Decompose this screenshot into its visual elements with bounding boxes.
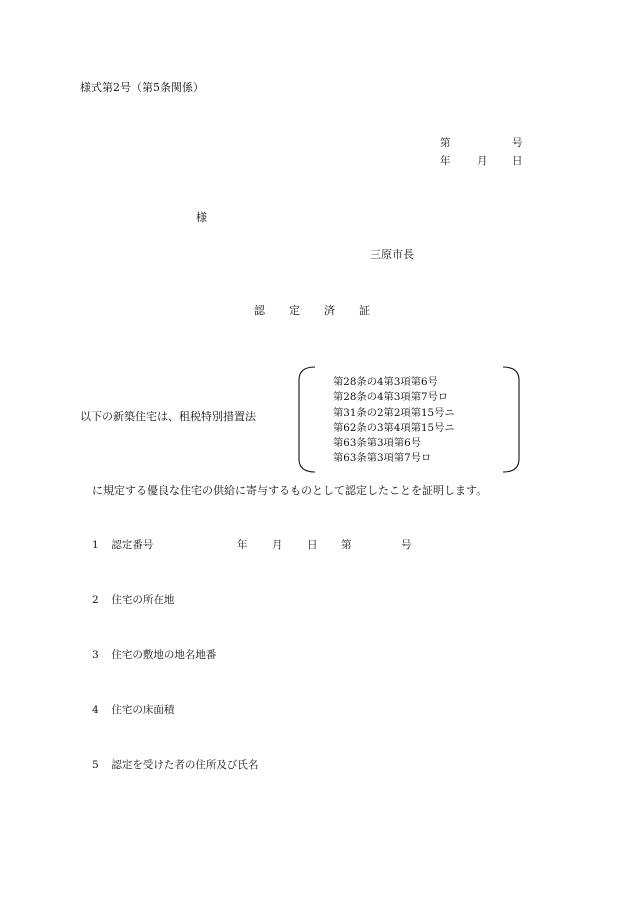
field-applicant — [92, 760, 258, 771]
clause-item: 第63条第3項第6号 — [333, 437, 421, 450]
field-number: 1 — [92, 539, 99, 551]
title-char: 認 — [254, 304, 265, 317]
issuer-name: 三原市長 — [370, 248, 414, 261]
title-char: 証 — [359, 304, 370, 317]
issue-date-month: 月 — [477, 155, 488, 167]
field-number: 3 — [92, 649, 99, 661]
field-label: 認定番号 — [111, 539, 154, 551]
clause-item: 第28条の4第3項第6号 — [333, 376, 438, 388]
field-label: 住宅の床面積 — [111, 704, 175, 716]
clause-item: 第62条の3第4項第15号ニ — [333, 421, 455, 434]
right-bracket — [503, 367, 519, 472]
field-number: 5 — [92, 759, 99, 771]
issue-number-suffix: 号 — [512, 137, 523, 149]
cert-number-suffix: 号 — [401, 539, 412, 551]
field-location — [92, 595, 174, 606]
cert-day: 日 — [307, 539, 318, 551]
cert-year: 年 — [237, 539, 248, 551]
certification-statement: に規定する優良な住宅の供給に寄与するものとして認定したことを証明します。 — [92, 484, 488, 497]
clause-item: 第31条の2第2項第15号ニ — [333, 406, 455, 419]
clause-list — [333, 375, 455, 467]
cert-month: 月 — [272, 539, 283, 551]
issue-date-year: 年 — [440, 155, 451, 167]
field-lot — [92, 650, 216, 661]
left-bracket — [299, 367, 315, 472]
clause-item: 第63条第3項第7号ロ — [333, 452, 432, 465]
field-number: 4 — [92, 704, 99, 716]
title-char: 済 — [324, 304, 335, 317]
intro-lead: 以下の新築住宅は、租税特別措置法 — [80, 410, 256, 423]
field-floor-area — [92, 705, 174, 716]
clause-bracket — [297, 366, 521, 473]
title-char: 定 — [289, 304, 300, 317]
field-cert-number — [92, 540, 153, 551]
field-label: 住宅の所在地 — [111, 594, 175, 606]
issue-date-day: 日 — [512, 155, 523, 167]
issue-number-prefix: 第 — [440, 137, 451, 149]
cert-number-prefix: 第 — [341, 539, 352, 551]
clause-item: 第28条の4第3項第7号ロ — [333, 391, 449, 404]
field-label: 住宅の敷地の地名地番 — [111, 649, 217, 661]
field-label: 認定を受けた者の住所及び氏名 — [111, 759, 259, 771]
field-number: 2 — [92, 594, 99, 606]
form-label: 様式第2号（第5条関係） — [80, 81, 204, 94]
recipient-honorific: 様 — [196, 211, 207, 224]
